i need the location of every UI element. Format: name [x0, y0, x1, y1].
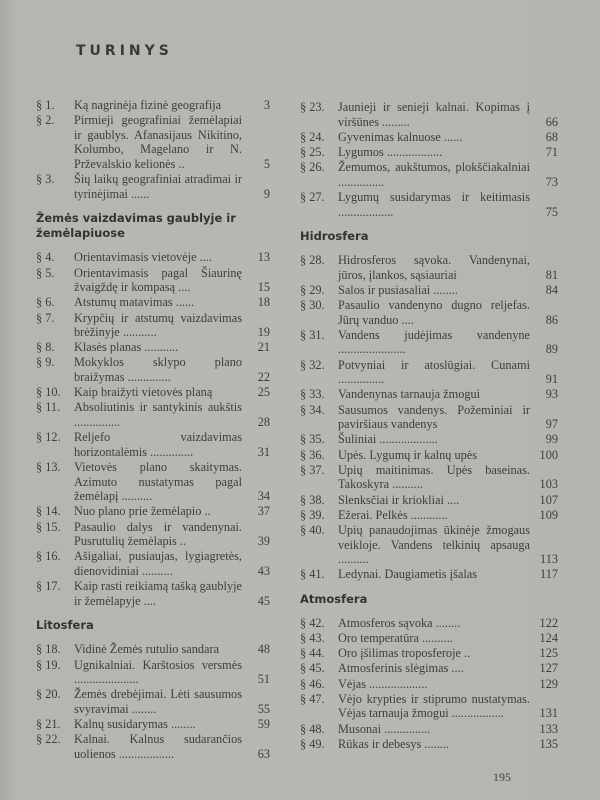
entry-title: Klasės planas ........... — [74, 340, 179, 355]
paragraph-number: § 24. — [300, 129, 325, 144]
entry-page: 99 — [545, 432, 558, 447]
paragraph-number: § 49. — [300, 736, 325, 751]
entry-title: Atstumų matavimas ...... — [74, 295, 195, 310]
entry-title: Kaip braižyti vietovės planą — [74, 385, 213, 400]
paragraph-number: § 3. — [36, 172, 55, 187]
entry-page: 93 — [545, 387, 558, 402]
entry-title: Kalnai. Kalnus sudarančios uolienos .................. — [74, 732, 242, 761]
page-number: 195 — [493, 770, 511, 784]
entry-title: Sausumos vandenys. Požeminiai ir paviršiaus vandenys — [338, 402, 530, 432]
toc-entry — [36, 642, 270, 657]
paragraph-number: § 12. — [36, 430, 61, 445]
entry-page: 71 — [545, 144, 558, 159]
paragraph-number: § 46. — [300, 676, 325, 691]
entry-page: 66 — [545, 114, 558, 129]
entry-page: 75 — [545, 204, 558, 219]
paragraph-number: § 27. — [300, 189, 325, 204]
entry-page: 63 — [257, 746, 270, 761]
paragraph-number: § 37. — [300, 462, 325, 477]
entry-title: Musonai ............... — [338, 721, 431, 736]
entry-title: Upių panaudojimas ūkinėje žmogaus veikloje. Vandens telkinių apsauga .......... — [338, 522, 530, 567]
toc-entry — [36, 311, 270, 340]
entry-title: Šuliniai ................... — [338, 432, 438, 447]
toc-entry — [300, 328, 558, 357]
toc-entry — [300, 387, 558, 402]
entry-title: Potvyniai ir atoslūgiai. Cunami ............... — [338, 357, 530, 387]
section-heading: Žemės vaizdavimas gaublyje ir žemėlapiuose — [36, 211, 236, 241]
entry-title: Vandenynas tarnauja žmogui — [338, 387, 481, 402]
toc-entry — [36, 579, 270, 608]
entry-title: Kalnų susidarymas ........ — [74, 717, 196, 732]
entry-title: Mokyklos sklypo plano braižymas .............. — [74, 355, 242, 385]
paragraph-number: § 40. — [300, 522, 325, 537]
entry-title: Atmosferinis slėgimas .... — [338, 661, 464, 676]
entry-title: Vėjo krypties ir stiprumo nustatymas. Vėjas tarnauja žmogui ................. — [338, 691, 530, 721]
toc-entry — [300, 646, 558, 661]
toc-entry — [36, 549, 270, 578]
paragraph-number: § 13. — [36, 460, 61, 474]
entry-page: 55 — [257, 701, 270, 716]
paragraph-number: § 5. — [36, 265, 55, 280]
entry-page: 103 — [539, 477, 558, 492]
paragraph-number: § 47. — [300, 691, 325, 706]
toc-entry — [36, 460, 270, 504]
entry-page: 22 — [257, 370, 270, 385]
toc-entry — [36, 658, 270, 687]
toc-entry — [300, 631, 558, 646]
entry-page: 51 — [257, 672, 270, 687]
entry-page: 45 — [257, 593, 270, 608]
paragraph-number: § 32. — [300, 357, 325, 372]
entry-page: 48 — [257, 642, 270, 657]
section-heading: Litosfera — [36, 618, 94, 633]
entry-title: Lygumos .................. — [338, 144, 443, 159]
toc-entry — [36, 250, 270, 265]
entry-page: 133 — [539, 721, 558, 736]
toc-entry — [36, 520, 270, 549]
paragraph-number: § 25. — [300, 144, 325, 159]
paragraph-number: § 19. — [36, 657, 61, 672]
paragraph-number: § 34. — [300, 402, 325, 417]
paragraph-number: § 31. — [300, 327, 325, 342]
entry-title: Vietovės plano skaitymas. Azimuto nustatymas pagal žemėlapį .......... — [74, 460, 242, 504]
paragraph-number: § 17. — [36, 579, 61, 594]
toc-entry — [36, 385, 270, 400]
toc-entry — [300, 448, 558, 463]
toc-entry — [36, 355, 270, 384]
entry-title: Žemumos, aukštumos, plokščiakalniai ............... — [338, 160, 530, 189]
entry-title: Upių maitinimas. Upės baseinas. Takoskyra .......... — [338, 462, 530, 492]
entry-title: Vandens judėjimas vandenyne ...................... — [338, 327, 530, 357]
toc-entry — [36, 266, 270, 295]
toc-entry — [300, 130, 558, 145]
paragraph-number: § 44. — [300, 646, 325, 661]
entry-page: 43 — [257, 563, 270, 578]
toc-entry — [36, 717, 270, 732]
toc-entry — [36, 295, 270, 310]
entry-page: 19 — [257, 325, 270, 340]
entry-title: Atmosferos sąvoka ........ — [338, 615, 461, 630]
entry-title: Lygumų susidarymas ir keitimasis .................. — [338, 189, 530, 219]
toc-left-column — [36, 98, 270, 762]
paragraph-number: § 23. — [300, 100, 325, 114]
toc-entry — [300, 567, 558, 582]
toc-entry — [36, 113, 270, 171]
paragraph-number: § 4. — [36, 250, 55, 265]
section-heading: Atmosfera — [300, 591, 368, 606]
paragraph-number: § 38. — [300, 492, 325, 507]
entry-page: 15 — [257, 280, 270, 295]
paragraph-number: § 36. — [300, 447, 325, 462]
toc-entry — [36, 98, 270, 113]
entry-page: 81 — [545, 267, 558, 282]
entry-page: 131 — [539, 706, 558, 721]
entry-title: Vėjas ................... — [338, 676, 428, 691]
entry-title: Salos ir pusiasaliai ........ — [338, 282, 458, 297]
paragraph-number: § 16. — [36, 549, 61, 564]
toc-entry — [300, 722, 558, 737]
entry-page: 5 — [263, 156, 270, 171]
entry-title: Orientavimasis pagal Šiaurinę žvaigždę ir kompasą .... — [74, 265, 242, 295]
entry-title: Kaip rasti reikiamą tašką gaublyje ir žemėlapyje .... — [74, 579, 242, 608]
entry-page: 125 — [539, 646, 558, 661]
entry-page: 3 — [263, 98, 270, 112]
toc-entry — [300, 677, 558, 692]
entry-page: 127 — [539, 661, 558, 676]
toc-entry — [300, 298, 558, 327]
entry-page: 91 — [545, 372, 558, 387]
entry-page: 68 — [545, 129, 558, 144]
paragraph-number: § 18. — [36, 642, 61, 657]
entry-title: Pasaulio vandenyno dugno reljefas. Jūrų vanduo .... — [338, 298, 530, 327]
paragraph-number: § 35. — [300, 432, 325, 447]
toc-entry — [300, 283, 558, 298]
entry-page: 9 — [263, 186, 270, 201]
paragraph-number: § 33. — [300, 387, 325, 402]
entry-page: 84 — [545, 282, 558, 297]
paragraph-number: § 8. — [36, 340, 55, 355]
entry-title: Oro įšilimas troposferoje .. — [338, 646, 471, 661]
entry-title: Upės. Lygumų ir kalnų upės — [338, 447, 478, 462]
paragraph-number: § 29. — [300, 282, 325, 297]
paragraph-number: § 22. — [36, 732, 61, 747]
section-heading: Hidrosfera — [300, 229, 369, 244]
toc-entry — [300, 358, 558, 387]
paragraph-number: § 28. — [300, 253, 325, 268]
toc-entry — [300, 160, 558, 189]
paragraph-number: § 39. — [300, 507, 325, 522]
entry-page: 34 — [257, 489, 270, 504]
entry-page: 18 — [257, 295, 270, 310]
toc-entry — [300, 508, 558, 523]
entry-page: 73 — [545, 174, 558, 189]
entry-page: 124 — [539, 631, 558, 646]
entry-page: 129 — [539, 676, 558, 691]
toc-entry — [300, 493, 558, 508]
paragraph-number: § 26. — [300, 160, 325, 175]
toc-entry — [300, 737, 558, 752]
entry-page: 28 — [257, 415, 270, 430]
entry-title: Ežerai. Pelkės ............ — [338, 507, 448, 522]
entry-title: Rūkas ir debesys ........ — [338, 736, 450, 751]
entry-page: 13 — [257, 250, 270, 265]
paragraph-number: § 30. — [300, 298, 325, 313]
entry-page: 113 — [540, 552, 558, 567]
entry-page: 109 — [539, 507, 558, 522]
toc-entry — [300, 145, 558, 160]
toc-entry — [300, 692, 558, 721]
entry-title: Pasaulio dalys ir vandenynai. Pusrutulių žemėlapis .. — [74, 519, 242, 549]
entry-page: 37 — [257, 504, 270, 519]
paragraph-number: § 11. — [36, 400, 61, 415]
toc-entry — [36, 430, 270, 459]
toc-entry — [300, 463, 558, 492]
paragraph-number: § 20. — [36, 687, 61, 702]
toc-entry — [36, 340, 270, 355]
toc-right-column — [300, 100, 558, 752]
paragraph-number: § 48. — [300, 721, 325, 736]
toc-entry — [36, 687, 270, 716]
entry-page: 31 — [257, 444, 270, 459]
entry-title: Krypčių ir atstumų vaizdavimas brėžinyje ........... — [74, 310, 242, 340]
entry-title: Žemės drebėjimai. Lėti sausumos svyravimai ........ — [74, 687, 242, 716]
toc-entry — [300, 100, 558, 129]
toc-entry — [300, 432, 558, 447]
entry-title: Ašigaliai, pusiaujas, lygiagretės, dienovidiniai .......... — [74, 549, 242, 578]
paragraph-number: § 9. — [36, 355, 55, 370]
paragraph-number: § 21. — [36, 717, 61, 732]
entry-page: 21 — [257, 340, 270, 355]
entry-page: 135 — [539, 736, 558, 751]
paragraph-number: § 6. — [36, 295, 55, 310]
entry-page: 97 — [545, 417, 558, 432]
entry-page: 25 — [257, 385, 270, 400]
paragraph-number: § 2. — [36, 113, 55, 128]
toc-entry — [36, 504, 270, 519]
toc-entry — [300, 616, 558, 631]
entry-page: 100 — [539, 447, 558, 462]
page-title: TURINYS — [76, 43, 173, 59]
toc-entry — [300, 190, 558, 219]
entry-page: 107 — [539, 492, 558, 507]
paragraph-number: § 42. — [300, 615, 325, 630]
paragraph-number: § 15. — [36, 519, 61, 534]
paragraph-number: § 1. — [36, 98, 55, 112]
toc-entry — [36, 172, 270, 201]
entry-page: 39 — [257, 534, 270, 549]
toc-entry — [300, 523, 558, 567]
paragraph-number: § 14. — [36, 504, 61, 519]
entry-page: 117 — [540, 567, 558, 582]
entry-page: 89 — [545, 342, 558, 357]
entry-title: Orientavimasis vietovėje .... — [74, 250, 212, 265]
entry-title: Ką nagrinėja fizinė geografija — [74, 98, 222, 112]
paragraph-number: § 10. — [36, 385, 61, 400]
entry-page: 59 — [257, 717, 270, 732]
entry-title: Ugnikalniai. Karštosios versmės ..................... — [74, 657, 242, 687]
entry-title: Hidrosferos sąvoka. Vandenynai, jūros, įlankos, sąsiauriai — [338, 253, 530, 282]
entry-page: 122 — [539, 615, 558, 630]
entry-title: Reljefo vaizdavimas horizontalėmis .............. — [74, 430, 242, 459]
paragraph-number: § 41. — [300, 567, 325, 582]
entry-title: Jaunieji ir senieji kalnai. Kopimas į viršūnes ......... — [338, 100, 530, 129]
entry-title: Ledynai. Daugiametis įšalas — [338, 567, 477, 582]
entry-title: Slenksčiai ir kriokliai .... — [338, 492, 460, 507]
toc-entry — [36, 400, 270, 429]
entry-title: Nuo plano prie žemėlapio .. — [74, 504, 211, 519]
entry-title: Absoliutinis ir santykinis aukštis ............... — [74, 400, 242, 430]
toc-entry — [36, 732, 270, 761]
paragraph-number: § 45. — [300, 661, 325, 676]
toc-entry — [300, 403, 558, 432]
paragraph-number: § 43. — [300, 631, 325, 646]
paragraph-number: § 7. — [36, 310, 55, 325]
entry-title: Šių laikų geografiniai atradimai ir tyrinėjimai ...... — [74, 172, 242, 201]
toc-entry — [300, 253, 558, 282]
entry-title: Oro temperatūra .......... — [338, 631, 453, 646]
entry-page: 86 — [545, 312, 558, 327]
entry-title: Pirmieji geografiniai žemėlapiai ir gaublys. Afanasijaus Nikitino, Kolumbo, Magelano ir N. Prževalskio kelionės .. — [74, 113, 242, 171]
entry-title: Vidinė Žemės rutulio sandara — [74, 642, 220, 657]
entry-title: Gyvenimas kalnuose ...... — [338, 129, 463, 144]
toc-entry — [300, 661, 558, 676]
